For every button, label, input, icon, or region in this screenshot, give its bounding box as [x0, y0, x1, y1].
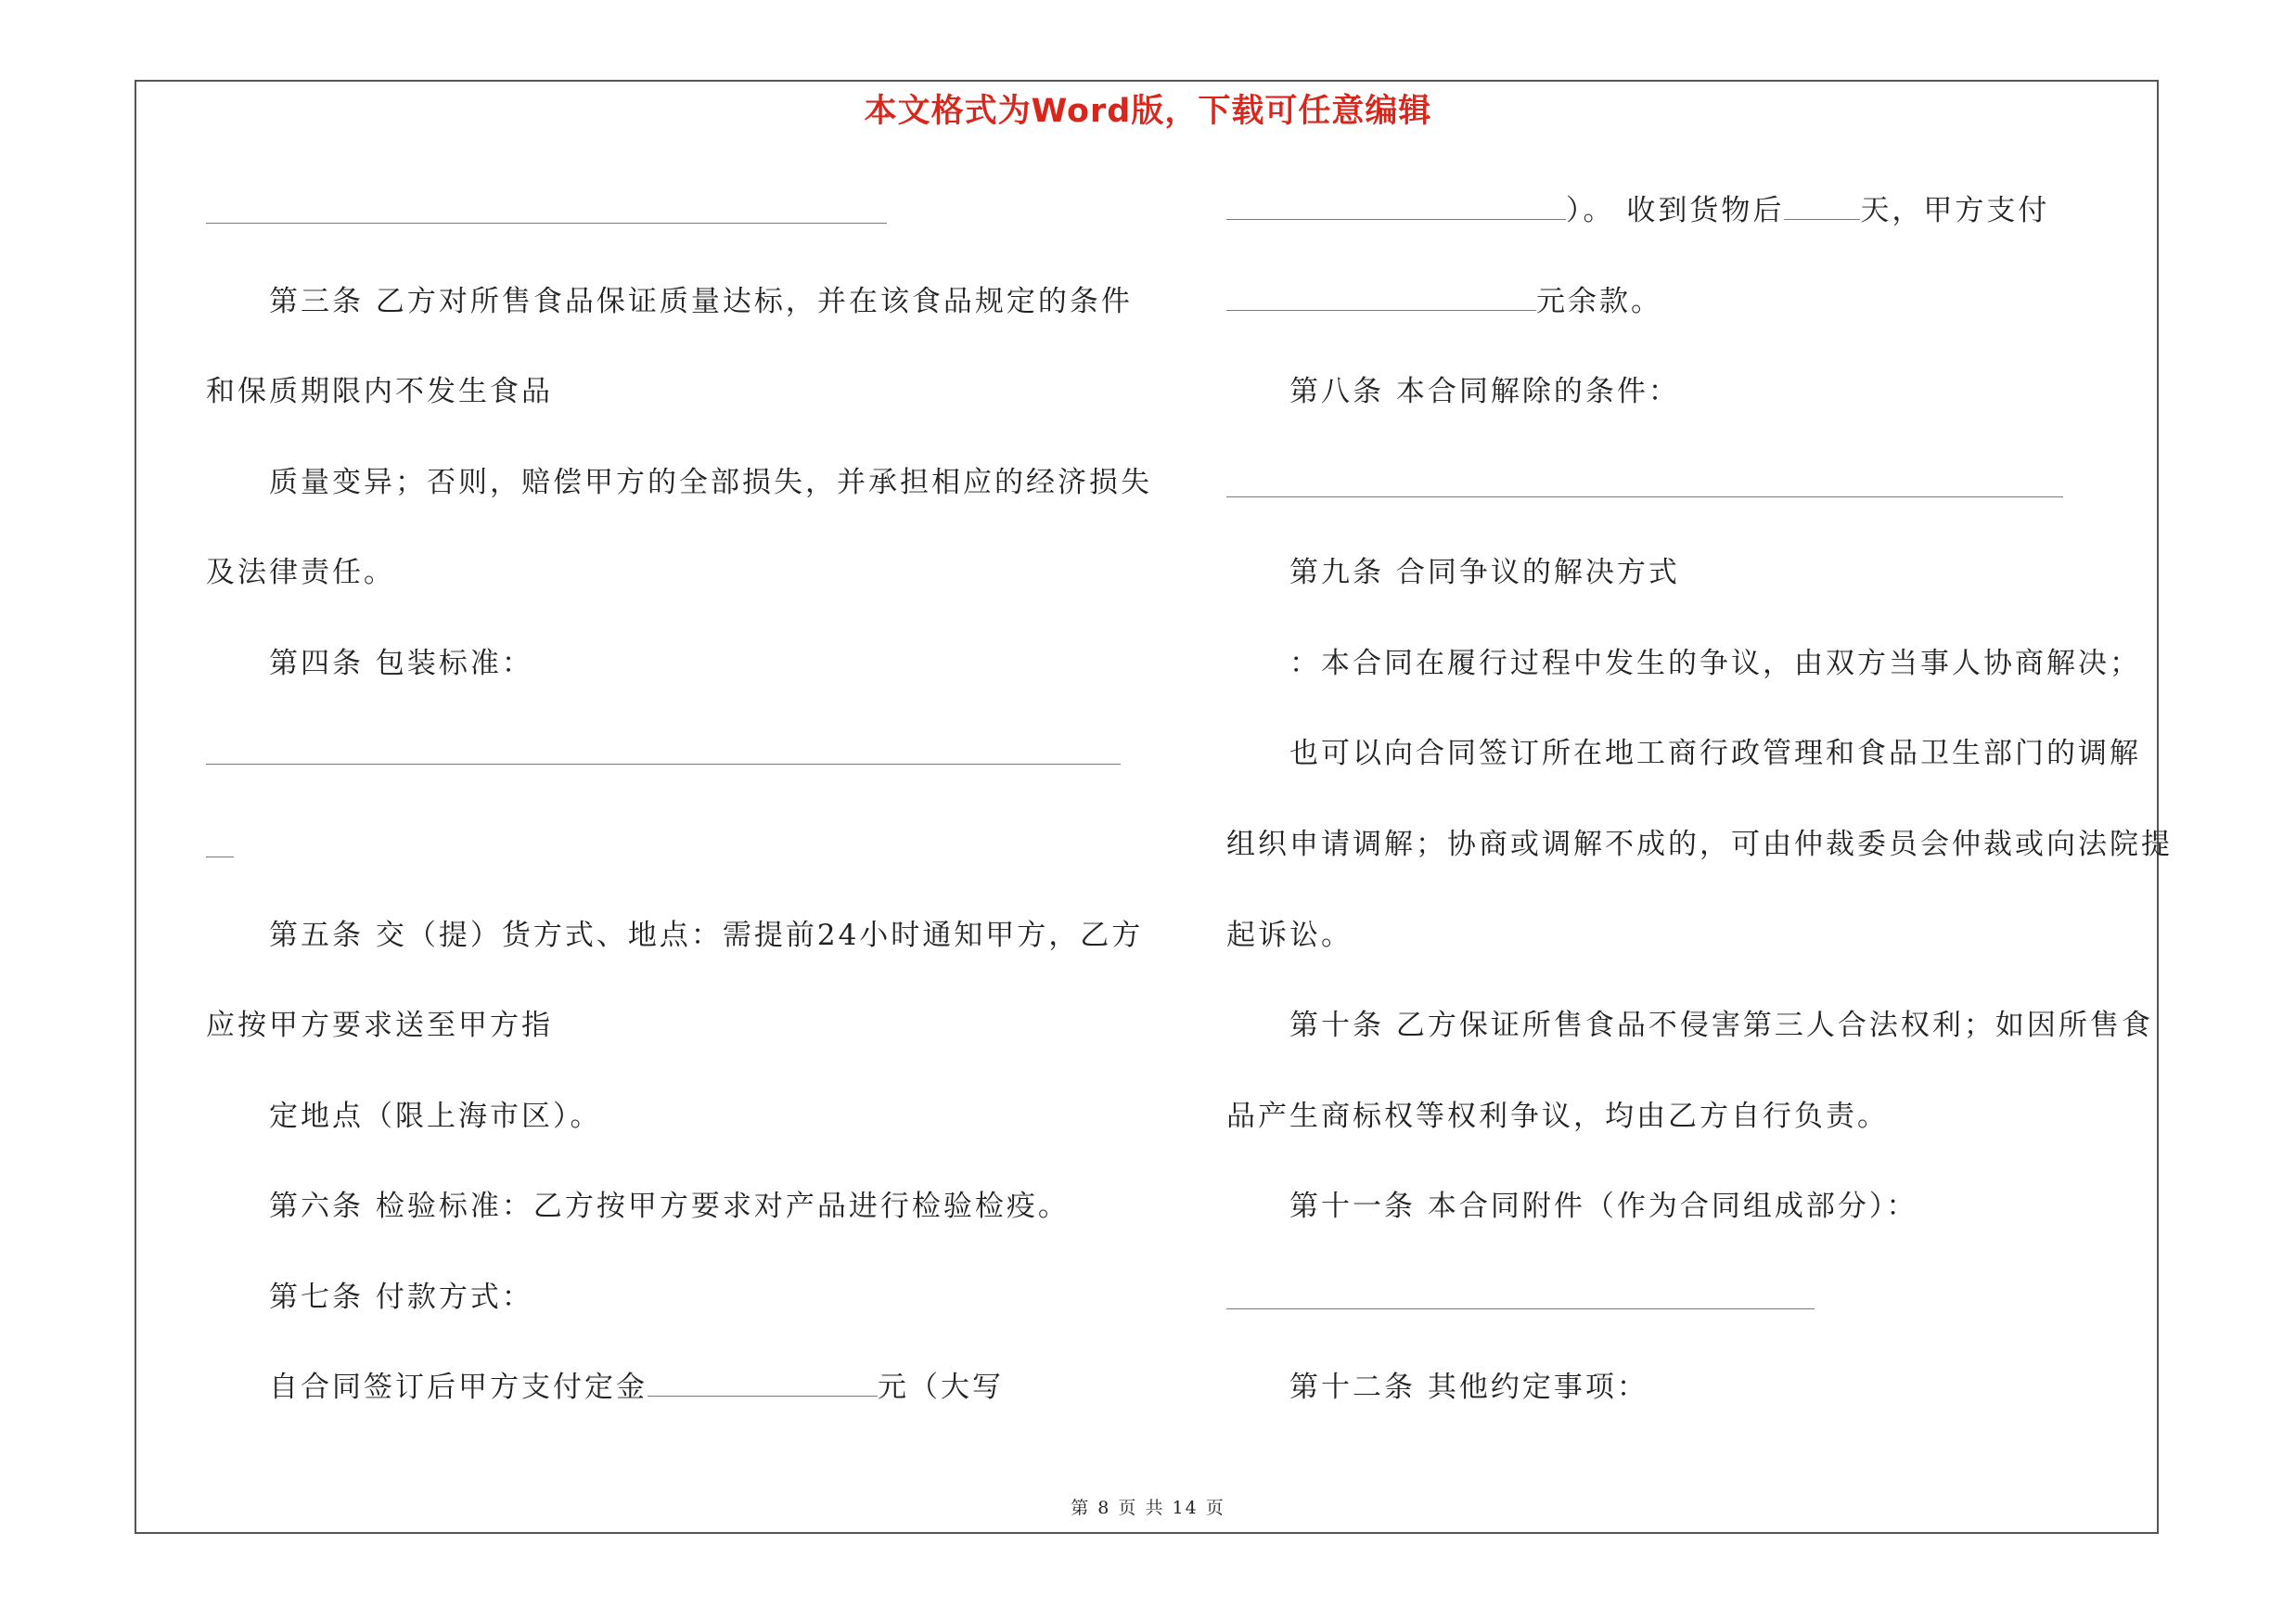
payment-continuation-line: [1226, 192, 2049, 229]
article-3-line-1: 第三条 乙方对所售食品保证质量达标，并在该食品规定的条件: [269, 285, 1133, 318]
article-7-heading: 第七条 付款方式：: [269, 1281, 533, 1314]
article-3-line-2: 和保质期限内不发生食品: [206, 375, 553, 408]
article-9-line-4: 组织申请调解；协商或调解不成的，可由仲裁委员会仲裁或向法院提: [1226, 828, 2173, 861]
days-blank: [1784, 193, 1860, 220]
article-5-line-3: 定地点（限上海市区）。: [269, 1100, 602, 1133]
article-11-heading: 第十一条 本合同附件（作为合同组成部分）：: [1289, 1190, 1918, 1223]
deposit-text-tail: 元（大写: [878, 1371, 1004, 1404]
deposit-uppercase-blank: [1226, 193, 1566, 220]
article-9-line-3: 也可以向合同签订所在地工商行政管理和食品卫生部门的调解: [1289, 737, 2141, 770]
article-6-line-1: 第六条 检验标准：乙方按甲方要求对产品进行检验检疫。: [269, 1190, 1070, 1223]
balance-amount-blank: [1226, 284, 1536, 311]
article-4-heading: 第四条 包装标准：: [269, 647, 533, 680]
article-9-line-2: ：本合同在履行过程中发生的争议，由双方当事人协商解决；: [1289, 647, 2141, 680]
article-9-heading: 第九条 合同争议的解决方式: [1289, 556, 1680, 589]
attachments-blank: [1226, 1308, 1815, 1309]
article-12-heading: 第十二条 其他约定事项：: [1289, 1371, 1648, 1404]
balance-line: [1226, 283, 1662, 320]
packaging-standard-blank: [206, 764, 1121, 765]
page-number: 第 8 页 共 14 页: [1071, 1498, 1225, 1518]
deposit-amount-blank: [648, 1370, 878, 1397]
article-3-line-4: 及法律责任。: [206, 556, 395, 589]
format-notice-banner: 本文格式为Word版，下载可任意编辑: [864, 93, 1432, 130]
payment-text-a: ）。 收到货物后: [1566, 194, 1785, 227]
payment-text-b: 天，甲方支付: [1860, 194, 2050, 227]
article-8-heading: 第八条 本合同解除的条件：: [1289, 375, 1680, 408]
article-3-line-3: 质量变异；否则，赔偿甲方的全部损失，并承担相应的经济损失: [269, 466, 1152, 499]
article-9-line-5: 起诉讼。: [1226, 919, 1353, 952]
article-10-line-1: 第十条 乙方保证所售食品不侵害第三人合法权利；如因所售食: [1289, 1009, 2153, 1042]
article-7-deposit-line: [269, 1369, 1004, 1406]
termination-conditions-blank: [1226, 496, 2063, 497]
article-10-line-2: 品产生商标权等权利争议，均由乙方自行负责。: [1226, 1100, 1889, 1133]
balance-text: 元余款。: [1536, 285, 1662, 318]
article-5-line-1: 第五条 交（提）货方式、地点：需提前24小时通知甲方，乙方: [269, 919, 1144, 952]
deposit-text: 自合同签订后甲方支付定金: [269, 1371, 648, 1404]
article-5-line-2: 应按甲方要求送至甲方指: [206, 1009, 553, 1042]
fill-in-blank-line: [206, 223, 887, 224]
